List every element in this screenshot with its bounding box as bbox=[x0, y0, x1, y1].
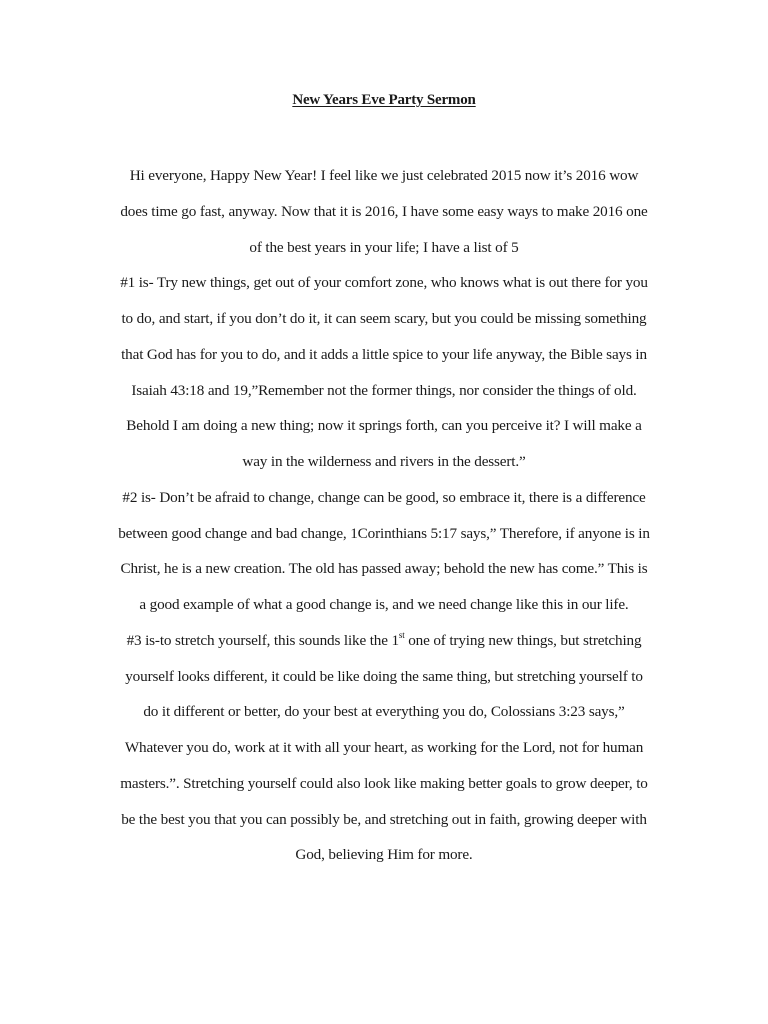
text-line: of the best years in your life; I have a list of 5 bbox=[249, 238, 519, 256]
text-line: way in the wilderness and rivers in the dessert.” bbox=[242, 453, 526, 470]
text-segment: #3 is-to stretch yourself, this sounds like the 1 bbox=[126, 631, 399, 649]
document-body bbox=[0, 158, 768, 873]
text-line: Christ, he is a new creation. The old has passed away; behold the new has come.” This is bbox=[120, 560, 648, 578]
ordinal-superscript: st bbox=[398, 629, 405, 640]
text-line: Behold I am doing a new thing; now it springs forth, can you perceive it? I will make a bbox=[126, 417, 642, 435]
text-line: between good change and bad change, 1Corinthians 5:17 says,” Therefore, if anyone is in bbox=[118, 524, 650, 542]
text-segment: one of trying new things, but stretching bbox=[404, 631, 642, 649]
text-line: to do, and start, if you don’t do it, it can seem scary, but you could be missing something bbox=[121, 310, 647, 327]
text-line: does time go fast, anyway. Now that it is 2016, I have some easy ways to make 2016 one bbox=[120, 202, 648, 220]
text-line: God, believing Him for more. bbox=[295, 846, 473, 864]
text-line: that God has for you to do, and it adds a little spice to your life anyway, the Bible says in bbox=[121, 345, 647, 363]
text-line: do it different or better, do your best at everything you do, Colossians 3:23 says,” bbox=[143, 703, 625, 721]
text-line: a good example of what a good change is, and we need change like this in our life. bbox=[139, 596, 629, 613]
text-line: #1 is- Try new things, get out of your comfort zone, who knows what is out there for you bbox=[120, 274, 648, 292]
text-line: masters.”. Stretching yourself could also look like making better goals to grow deeper, to bbox=[120, 774, 648, 792]
text-line: yourself looks different, it could be like doing the same thing, but stretching yourself to bbox=[125, 667, 643, 685]
text-line: be the best you that you can possibly be, and stretching out in faith, growing deeper with bbox=[121, 810, 647, 828]
text-line: Hi everyone, Happy New Year! I feel like we just celebrated 2015 now it’s 2016 wow bbox=[129, 167, 639, 184]
document-title: New Years Eve Party Sermon bbox=[292, 92, 476, 108]
text-line: #2 is- Don’t be afraid to change, change can be good, so embrace it, there is a difference bbox=[122, 488, 646, 506]
text-line: Whatever you do, work at it with all your heart, as working for the Lord, not for human bbox=[124, 739, 644, 756]
text-line: Isaiah 43:18 and 19,”Remember not the former things, nor consider the things of old. bbox=[131, 381, 637, 399]
text-line bbox=[0, 623, 768, 659]
